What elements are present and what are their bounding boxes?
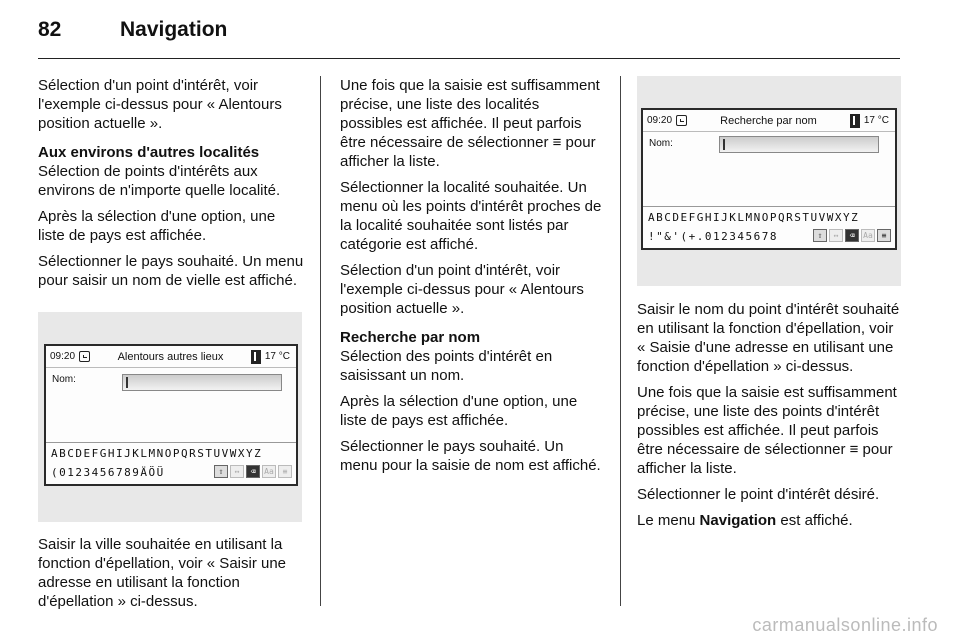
- backspace-icon: ⌫: [845, 229, 859, 242]
- paragraph: Une fois que la saisie est suffisamment précise, une liste des localités possibles est affichée. Il peut parfois être nécessaire de sélectionner ≡ pour afficher la liste.: [340, 77, 600, 170]
- section-title: Navigation: [120, 18, 228, 41]
- paragraph: Sélectionner le pays souhaité. Un menu pour la saisie de nom est affiché.: [340, 438, 601, 474]
- paragraph: Sélectionner le pays souhaité. Un menu pour saisir un nom de vielle est affiché.: [38, 253, 304, 289]
- screen-status-bar: [46, 346, 296, 368]
- screen-status-bar: [643, 110, 895, 132]
- screen-illustration-2: [637, 76, 901, 286]
- name-label: Nom:: [52, 374, 76, 385]
- display-screen: [641, 108, 897, 250]
- name-input: [122, 374, 282, 391]
- spelling-keyboard: [46, 442, 296, 484]
- paragraph: Saisir le nom du point d'intérêt souhaité en utilisant la fonction d'épellation, voir « Saisie d'une adresse en utilisant une fonction d'épellation » ci-dessus.: [637, 301, 900, 375]
- list-icon: ≡: [877, 229, 891, 242]
- case-toggle-icon: Aa: [861, 229, 875, 242]
- screen-illustration-1: [38, 312, 302, 522]
- paragraph: Une fois que la saisie est suffisamment précise, une liste des points d'intérêt possibles est affichée. Il peut parfois être nécessaire de sélectionner ≡ pour afficher la liste.: [637, 384, 897, 477]
- spelling-keyboard: [643, 206, 895, 248]
- page-header: [38, 18, 227, 48]
- clock-icon: [79, 351, 90, 362]
- column-1-bottom: [38, 535, 304, 618]
- column-divider: [320, 76, 321, 606]
- screen-time: 09:20: [647, 115, 673, 126]
- screen-title: Recherche par nom: [720, 114, 817, 127]
- screen-temperature: 17 °C: [863, 115, 889, 126]
- subheading: Aux environs d'autres localités: [38, 144, 260, 161]
- display-screen: [44, 344, 298, 486]
- column-3: [637, 300, 903, 537]
- menu-name: Navigation: [699, 512, 777, 529]
- keyboard-row-symbols: (0123456789ÄÖÜ: [51, 466, 165, 479]
- watermark: carmanualsonline.info: [752, 615, 938, 635]
- keyboard-row-letters: ABCDEFGHIJKLMNOPQRSTUVWXYZ: [648, 211, 860, 224]
- keyboard-function-keys: [214, 465, 292, 478]
- paragraph: Sélection d'un point d'intérêt, voir l'exemple ci-dessus pour « Alentours position actuelle ».: [340, 262, 584, 317]
- backspace-icon: ⌫: [246, 465, 260, 478]
- paragraph: Sélectionner la localité souhaitée. Un menu où les points d'intérêt proches de la localité souhaitée sont listés par catégorie est affiché.: [340, 179, 602, 253]
- shift-key-icon: ⇧: [813, 229, 827, 242]
- paragraph: Sélection des points d'intérêt en saisissant un nom.: [340, 348, 553, 384]
- column-1: [38, 76, 304, 297]
- thermometer-icon: [251, 350, 261, 364]
- clock-icon: [676, 115, 687, 126]
- move-cursor-icon: ↔: [230, 465, 244, 478]
- column-divider: [620, 76, 621, 606]
- text: est affiché.: [776, 512, 853, 529]
- case-toggle-icon: Aa: [262, 465, 276, 478]
- list-icon: ≡: [278, 465, 292, 478]
- subheading: Recherche par nom: [340, 329, 481, 346]
- header-rule: [38, 58, 900, 59]
- screen-temperature: 17 °C: [264, 351, 290, 362]
- name-input: [719, 136, 879, 153]
- keyboard-function-keys: [813, 229, 891, 242]
- page-number: 82: [38, 18, 62, 41]
- paragraph: Sélectionner le point d'intérêt désiré.: [637, 486, 880, 503]
- shift-key-icon: ⇧: [214, 465, 228, 478]
- paragraph: Après la sélection d'une option, une liste de pays est affichée.: [340, 393, 578, 429]
- paragraph: Après la sélection d'une option, une liste de pays est affichée.: [38, 208, 276, 244]
- paragraph: Sélection de points d'intérêts aux environs de n'importe quelle localité.: [38, 163, 281, 199]
- keyboard-row-letters: ABCDEFGHIJKLMNOPQRSTUVWXYZ: [51, 447, 263, 460]
- name-label: Nom:: [649, 138, 673, 149]
- thermometer-icon: [850, 114, 860, 128]
- column-2: [340, 76, 604, 482]
- text: Le menu: [637, 512, 700, 529]
- paragraph: [637, 511, 903, 530]
- move-cursor-icon: ↔: [829, 229, 843, 242]
- screen-time: 09:20: [50, 351, 76, 362]
- paragraph: Sélection d'un point d'intérêt, voir l'exemple ci-dessus pour « Alentours position actuelle ».: [38, 77, 282, 132]
- screen-title: Alentours autres lieux: [117, 350, 224, 363]
- paragraph: Saisir la ville souhaitée en utilisant la fonction d'épellation, voir « Saisir une adresse en utilisant la fonction d'épellation » ci-dessus.: [38, 536, 287, 610]
- keyboard-row-symbols: !"&'(+.012345678: [648, 230, 778, 243]
